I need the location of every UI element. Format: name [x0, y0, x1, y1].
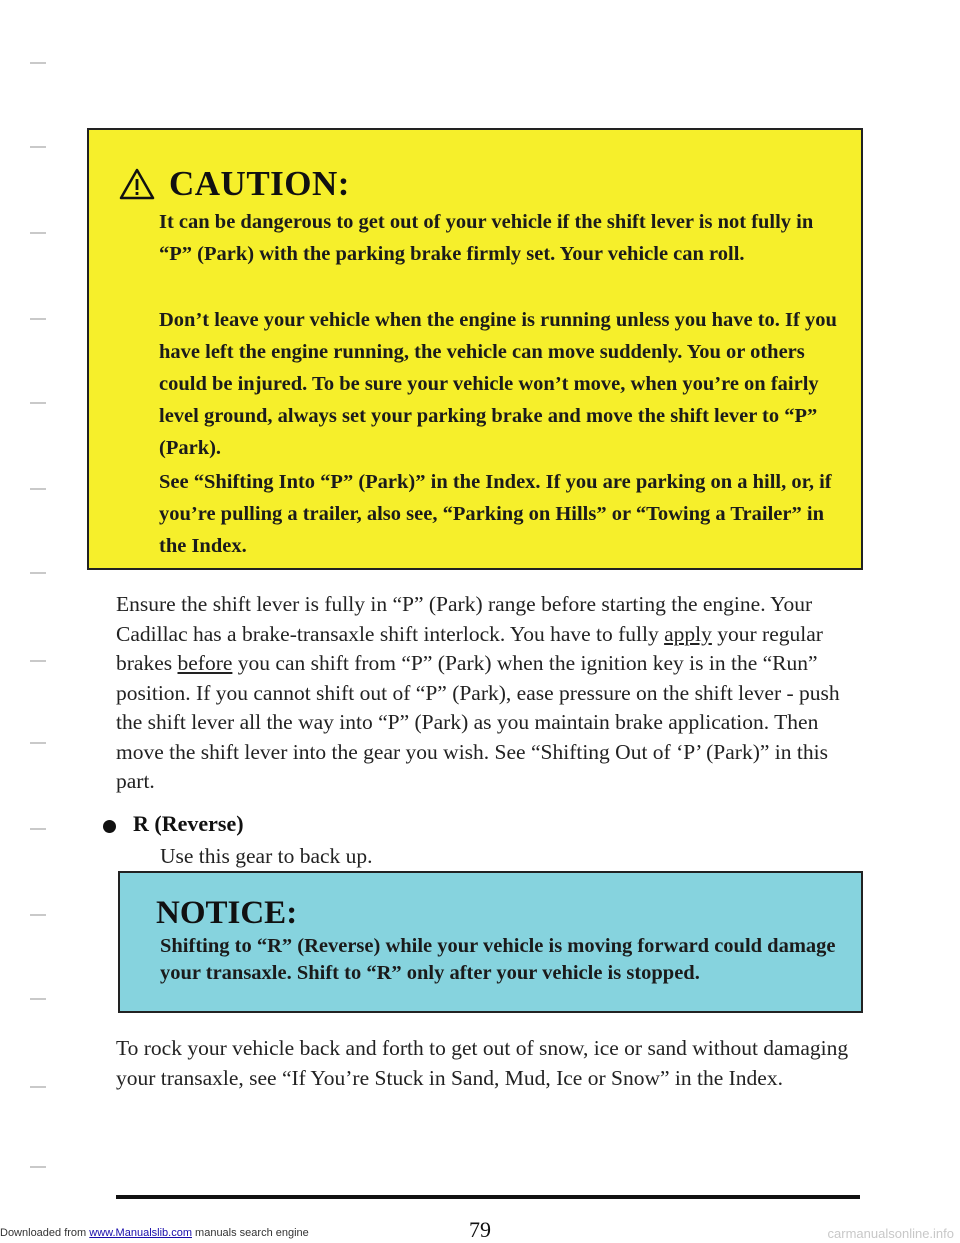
paragraph-text: you can shift from “P” (Park) when the ignition key is in the “Run” position. If you cannot shift out of “P” (Park), ease pressure on the shift lever - push the shift lever all the way into “P” (Park) as you maintain brake application. Then move the shift lever into the gear you wish. See “Shifting Out of ‘P’ (Park)” in this part.	[116, 651, 840, 793]
rocking-vehicle-paragraph: To rock your vehicle back and forth to get out of snow, ice or sand without damaging your transaxle, see “If You’re Stuck in Sand, Mud, Ice or Snow” in the Index.	[116, 1036, 849, 1090]
gear-description: Use this gear to back up.	[160, 844, 373, 868]
page-number: 79	[469, 1217, 491, 1242]
margin-tick	[30, 914, 46, 916]
emphasis-before: before	[177, 651, 233, 675]
margin-tick	[30, 660, 46, 662]
margin-tick	[30, 1166, 46, 1168]
margin-tick	[30, 232, 46, 234]
shift-interlock-paragraph	[116, 590, 856, 797]
caution-title: CAUTION:	[169, 164, 350, 203]
margin-tick	[30, 62, 46, 64]
margin-tick	[30, 1086, 46, 1088]
paragraph-text: your regular brakes	[116, 621, 823, 675]
caution-paragraph: See “Shifting Into “P” (Park)” in the Index. If you are parking on a hill, or, if you’re pulling a trailer, also see, “Parking on Hills” or “Towing a Trailer” in the Index.	[159, 471, 832, 557]
notice-text: Shifting to “R” (Reverse) while your vehicle is moving forward could damage your transaxle. Shift to “R” only after your vehicle is stopped.	[160, 935, 836, 984]
warning-triangle-icon	[119, 168, 155, 200]
margin-tick	[30, 146, 46, 148]
notice-title: NOTICE:	[156, 895, 298, 931]
site-watermark: carmanualsonline.info	[827, 1226, 954, 1241]
notice-box	[118, 871, 863, 1013]
watermark-text: manuals search engine	[191, 1227, 309, 1239]
watermark-text: Downloaded from	[0, 1227, 90, 1239]
margin-tick	[30, 488, 46, 490]
margin-tick	[30, 318, 46, 320]
caution-paragraph: It can be dangerous to get out of your vehicle if the shift lever is not fully in “P” (Park) with the parking brake firmly set. Your vehicle can roll.	[159, 211, 814, 265]
manualslib-link[interactable]: www.Manualslib.com	[89, 1227, 192, 1239]
margin-tick	[30, 828, 46, 830]
margin-tick	[30, 998, 46, 1000]
bullet-dot-icon	[103, 820, 116, 833]
margin-tick	[30, 402, 46, 404]
margin-tick	[30, 742, 46, 744]
download-watermark	[0, 1227, 309, 1239]
caution-header	[119, 162, 350, 206]
gear-heading: R (Reverse)	[133, 811, 244, 836]
emphasis-apply: apply	[664, 621, 712, 646]
caution-box	[87, 128, 863, 570]
caution-paragraph: Don’t leave your vehicle when the engine is running unless you have to. If you have left the engine running, the vehicle can move suddenly. You or others could be injured. To be sure your vehicle won’t move, when you’re on fairly level ground, always set your parking brake and move the shift lever to “P” (Park).	[159, 309, 837, 459]
margin-tick	[30, 572, 46, 574]
paragraph-text: Ensure the shift lever is fully in “P” (Park) range before starting the engine. Your Cadillac has a brake-transaxle shift interlock. You have to fully	[116, 592, 813, 646]
footer-rule	[116, 1195, 860, 1199]
